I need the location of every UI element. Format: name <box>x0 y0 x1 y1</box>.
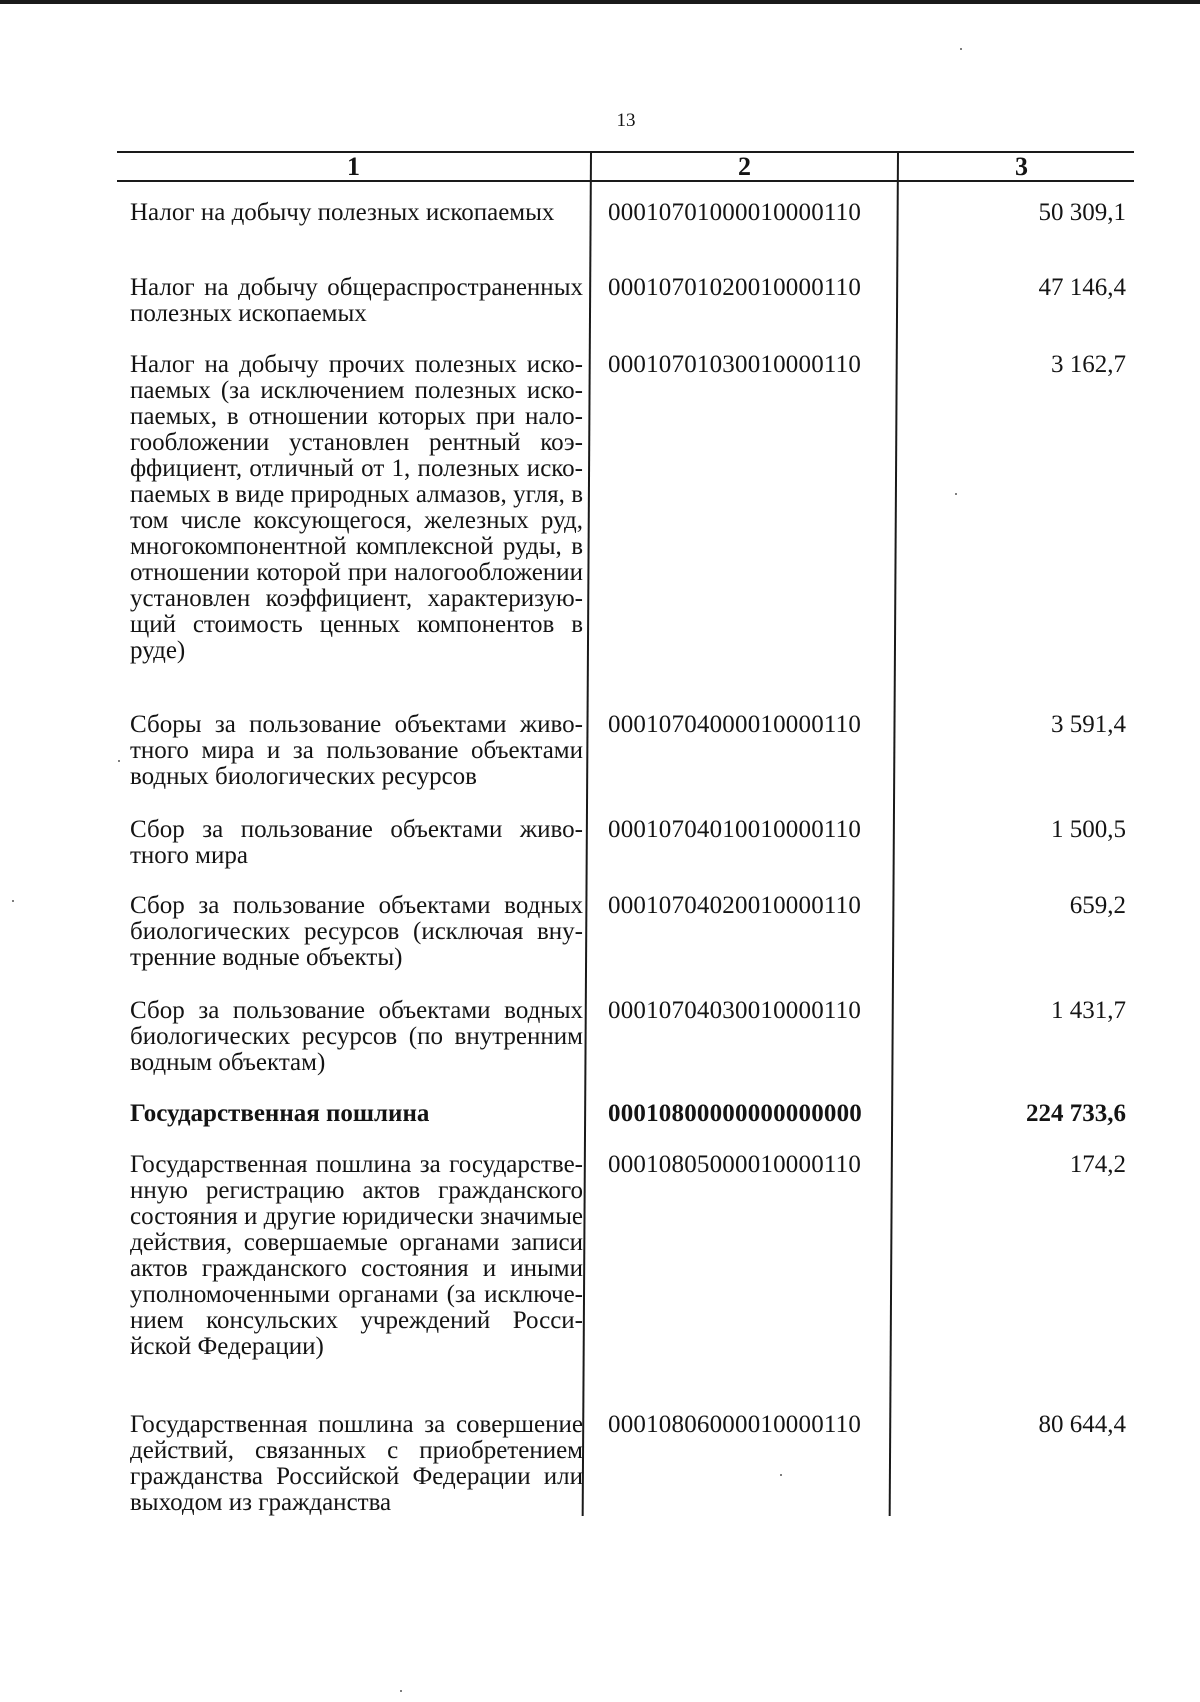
row-description: Государственная пошлина за совершение действий, связанных с приобретением гражданства Российской Федерации или выходом из гражданства <box>130 1411 583 1516</box>
row-code: 00010704000010000110 <box>608 711 862 738</box>
row-description: Сборы за пользование объектами животного мира и за пользование объектами водных биологических ресурсов <box>130 711 583 790</box>
row-amount: 80 644,4 <box>1038 1411 1126 1438</box>
page-number: 13 <box>616 110 636 131</box>
column-header-3: 3 <box>1015 152 1028 181</box>
row-description: Сбор за пользование объектами животного мира <box>130 816 583 869</box>
scan-speck <box>400 1690 402 1692</box>
row-code: 00010806000010000110 <box>608 1411 862 1438</box>
row-amount: 659,2 <box>1069 892 1126 919</box>
row-description: Государственная пошлина за государственную регистрацию актов гражданского состояния и другие юридически значимые действия, совершаемые органами записи актов гражданского состояния и иными уполномоченными органами (за исключением консульских учреждений Российской Федерации) <box>130 1151 583 1360</box>
scan-top-edge <box>0 0 1200 4</box>
row-description: Налог на добычу общераспространенных полезных ископаемых <box>130 274 583 327</box>
row-code: 00010805000010000110 <box>608 1151 862 1178</box>
row-amount: 1 500,5 <box>1051 816 1126 843</box>
row-code: 00010704020010000110 <box>608 892 862 919</box>
row-description: Государственная пошлина <box>130 1100 430 1127</box>
scan-speck <box>780 1474 782 1476</box>
row-code: 00010701020010000110 <box>608 274 862 301</box>
row-description: Сбор за пользование объектами водных биологических ресурсов (исключая внутренние водные объекты) <box>130 892 583 971</box>
row-description: Налог на добычу прочих полезных ископаемых (за исключением полезных ископаемых, в отношении которых при налогообложении установлен рентный коэффициент, отличный от 1, полезных ископаемых в виде природных алмазов, угля, в том числе коксующегося, железных руд, многокомпонентной комплексной руды, в отношении которой при налогообложении установлен коэффициент, характеризующий стоимость ценных компонентов в руде) <box>130 351 583 664</box>
column-divider-1 <box>582 152 592 1516</box>
row-description: Налог на добычу полезных ископаемых <box>130 199 555 226</box>
scan-speck <box>960 48 962 50</box>
scan-speck <box>12 900 14 902</box>
row-code: 00010701000010000110 <box>608 199 862 226</box>
column-header-2: 2 <box>738 152 751 181</box>
row-amount: 3 591,4 <box>1051 711 1126 738</box>
row-description: Сбор за пользование объектами водных биологических ресурсов (по внутренним водным объектам) <box>130 997 583 1076</box>
column-header-1: 1 <box>347 152 360 181</box>
row-code: 00010800000000000000 <box>608 1100 862 1127</box>
row-code: 00010701030010000110 <box>608 351 862 378</box>
row-code: 00010704030010000110 <box>608 997 862 1024</box>
scan-speck <box>955 493 957 495</box>
row-amount: 3 162,7 <box>1051 351 1126 378</box>
scan-speck <box>118 760 120 762</box>
row-amount: 174,2 <box>1069 1151 1126 1178</box>
row-amount: 224 733,6 <box>1026 1100 1126 1127</box>
row-amount: 47 146,4 <box>1038 274 1126 301</box>
row-amount: 50 309,1 <box>1038 199 1126 226</box>
row-amount: 1 431,7 <box>1051 997 1126 1024</box>
row-code: 00010704010010000110 <box>608 816 862 843</box>
